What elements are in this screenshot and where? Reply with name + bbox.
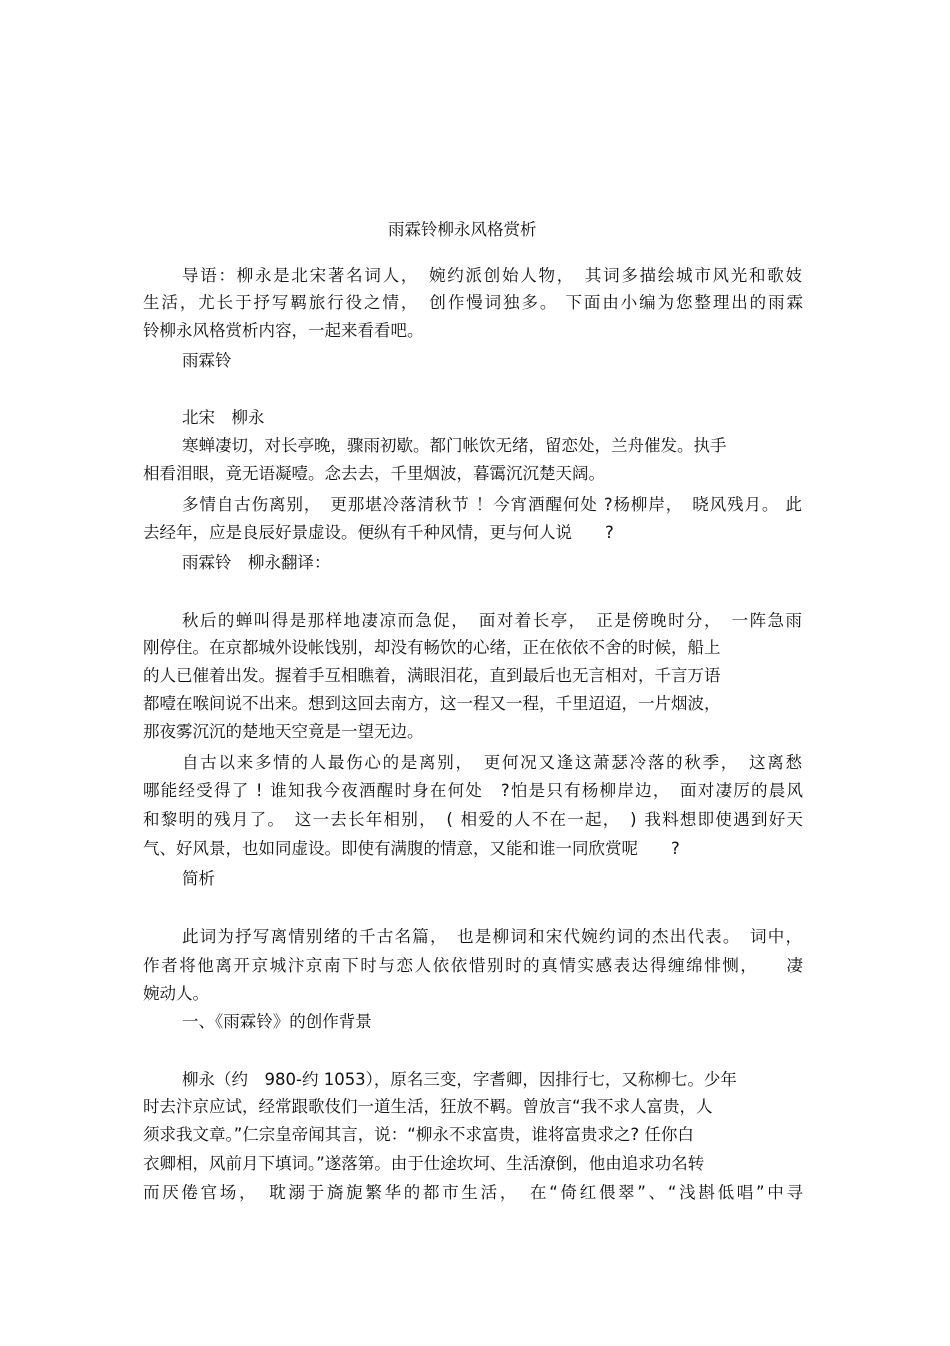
translation-line-2: 刚停住。在京都城外设帐饯别，却没有畅饮的心绪，正在依依不舍的时候，船上 xyxy=(143,638,721,657)
translation-heading: 雨霖铃 柳永翻译： xyxy=(182,553,331,572)
analysis-line-3: 婉动人。 xyxy=(143,984,209,1003)
translation-line-4: 都噎在喉间说不出来。想到这回去南方，这一程又一程，千里迢迢，一片烟波， xyxy=(143,694,721,713)
poem-author: 北宋 柳永 xyxy=(182,408,265,427)
analysis-line-2: 作者将他离开京城汴京南下时与恋人依依惜别时的真情实感表达得缠绵悱恻， 凄 xyxy=(143,956,805,975)
translation-line-5: 那夜雾沉沉的楚地天空竟是一望无边。 xyxy=(143,722,424,741)
page-title: 雨霖铃柳永风格赏析 xyxy=(388,220,537,239)
poem-line-2: 相看泪眼，竟无语凝噎。念去去，千里烟波，暮霭沉沉楚天阔。 xyxy=(143,464,605,483)
poem-line-4: 去经年，应是良辰好景虚设。便纵有千种风情，更与何人说 ? xyxy=(143,523,614,542)
analysis-heading: 简析 xyxy=(182,869,215,888)
translation-line-6: 自古以来多情的人最伤心的是离别， 更何况又逢这萧瑟冷落的秋季， 这离愁 xyxy=(182,753,804,772)
section-heading-background: 一、《雨霖铃》的创作背景 xyxy=(182,1012,372,1031)
intro-line-2: 生活，尤长于抒写羁旅行役之情， 创作慢词独多。 下面由小编为您整理出的雨霖 xyxy=(143,293,805,312)
background-line-2: 时去汴京应试，经常跟歌伎们一道生活，狂放不羁。曾放言“我不求人富贵，人 xyxy=(143,1097,713,1116)
intro-line-1: 导语：柳永是北宋著名词人， 婉约派创始人物， 其词多描绘城市风光和歌妓 xyxy=(182,266,804,285)
poem-line-3: 多情自古伤离别， 更那堪冷落清秋节 ！今宵酒醒何处 ?杨柳岸， 晓风残月。 此 xyxy=(182,495,803,514)
background-line-4: 衣卿相，风前月下填词。”遂落第。由于仕途坎坷、生活潦倒，他由追求功名转 xyxy=(143,1154,705,1173)
analysis-line-1: 此词为抒写离情别绪的千古名篇， 也是柳词和宋代婉约词的杰出代表。 词中， xyxy=(182,927,804,946)
poem-heading: 雨霖铃 xyxy=(182,351,232,370)
poem-line-1: 寒蝉凄切，对长亭晚，骤雨初歇。都门帐饮无绪，留恋处，兰舟催发。执手 xyxy=(182,436,727,455)
translation-line-3: 的人已催着出发。握着手互相瞧着，满眼泪花，直到最后也无言相对，千言万语 xyxy=(143,666,721,685)
intro-line-3: 铃柳永风格赏析内容，一起来看看吧。 xyxy=(143,321,424,340)
background-line-1: 柳永（约 980-约 1053），原名三变，字耆卿，因排行七，又称柳七。少年 xyxy=(182,1070,737,1089)
translation-line-7: 哪能经受得了 ! 谁知我今夜酒醒时身在何处 ?怕是只有杨柳岸边， 面对凄厉的晨风 xyxy=(143,781,805,800)
background-line-3: 须求我文章。”仁宗皇帝闻其言，说：“柳永不求富贵，谁将富贵求之? 任你白 xyxy=(143,1125,694,1144)
translation-line-9: 气、好风景，也如同虚设。即使有满腹的情意，又能和谁一同欣赏呢 ? xyxy=(143,839,680,858)
translation-line-8: 和黎明的残月了。 这一去长年相别， ( 相爱的人不在一起， ) 我料想即使遇到好天 xyxy=(143,810,805,829)
background-line-5: 而厌倦官场， 耽溺于旖旎繁华的都市生活， 在“倚红偎翠”、“浅斟低唱”中寻 xyxy=(143,1183,806,1202)
translation-line-1: 秋后的蝉叫得是那样地凄凉而急促， 面对着长亭， 正是傍晚时分， 一阵急雨 xyxy=(182,611,804,630)
